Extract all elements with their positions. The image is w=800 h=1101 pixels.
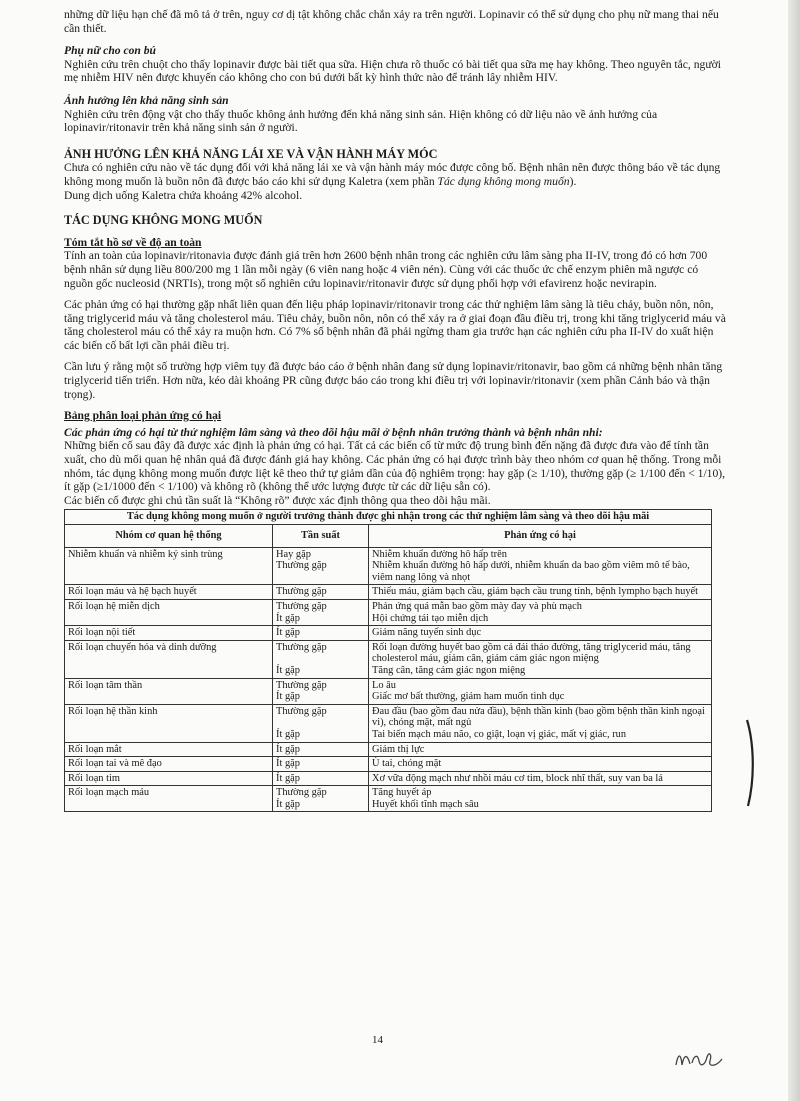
margin-bracket-mark bbox=[744, 718, 758, 808]
frequency-line: Ít gặp bbox=[276, 772, 300, 784]
frequency-line: Thường gặp bbox=[276, 705, 327, 717]
paragraph-safety-2: Các phản ứng có hại thường gặp nhất liên quan đến liệu pháp lopinavir/ritonavir trong các thử nghiệm lâm sàng là tiêu chảy, buồn nôn, nôn, tăng triglycerid máu và tăng cholesterol máu. Tiêu chảy, buồn nôn, nôn có thể xảy ra ở giai đoạn đầu điều trị, trong khi tăng triglycerid máu và tăng cholesterol máu có thể xảy ra muộn hơn. Có 7% số bệnh nhân đã phải ngừng tham gia trước hạn các nghiên cứu pha II-IV do xuất hiện các biến cố bất lợi cần phải điều trị. bbox=[64, 298, 726, 352]
reaction-line: Nhiễm khuẩn đường hô hấp dưới, nhiễm khuẩn da bao gồm viêm mô tế bào, viêm nang lông và nhọt bbox=[372, 560, 690, 583]
reaction-line: Hội chứng tái tạo miễn dịch bbox=[372, 612, 489, 624]
frequency-line: Thường gặp bbox=[276, 600, 327, 612]
organ-class-cell: Rối loạn mạch máu bbox=[65, 786, 273, 812]
heading-driving: ẢNH HƯỞNG LÊN KHẢ NĂNG LÁI XE VÀ VẬN HÀNH MÁY MÓC bbox=[64, 146, 438, 161]
organ-class-cell: Rối loạn hệ miễn dịch bbox=[65, 599, 273, 625]
frequency-line bbox=[276, 717, 365, 729]
frequency-cell bbox=[273, 585, 369, 600]
reaction-cell bbox=[369, 786, 712, 812]
frequency-line: Ít gặp bbox=[276, 743, 300, 755]
subheading-fertility: Ảnh hưởng lên khả năng sinh sản bbox=[64, 93, 229, 107]
table-title: Tác dụng không mong muốn ở người trưởng thành được ghi nhận trong các thử nghiệm lâm sàng và theo dõi hậu mãi bbox=[65, 510, 712, 525]
frequency-line bbox=[276, 653, 365, 665]
heading-safety-summary: Tóm tắt hồ sơ về độ an toàn bbox=[64, 235, 202, 249]
reaction-cell bbox=[369, 599, 712, 625]
paragraph-table-intro: Những biến cố sau đây đã được xác định là phản ứng có hại. Tất cả các biến cố từ mức độ trung bình đến nặng đã được đưa vào để tính tần xuất, cho dù mối quan hệ nhân quả đã được đánh giá hay không. Các phản ứng có hại được trình bày theo nhóm cơ quan hệ thống. Trong mỗi nhóm, tác dụng không mong muốn được liệt kê theo thứ tự giảm dần của độ nghiêm trọng: hay gặp (≥ 1/10), thường gặp (≥ 1/100 đến < 1/10), ít gặp (≥1/1000 đến < 1/100) và không rõ (không thể ước lượng được từ các dữ liệu sẵn có). bbox=[64, 439, 726, 494]
heading-table-list: Bảng phân loại phản ứng có hại bbox=[64, 409, 222, 423]
frequency-cell bbox=[273, 704, 369, 742]
table-row bbox=[65, 599, 712, 625]
table-row bbox=[65, 547, 712, 585]
table-row bbox=[65, 626, 712, 641]
adverse-reactions-table bbox=[64, 509, 712, 812]
reaction-line: Xơ vữa động mạch như nhồi máu cơ tim, block nhĩ thất, suy van ba lá bbox=[372, 772, 663, 784]
frequency-line: Thường gặp bbox=[276, 679, 327, 691]
table-row bbox=[65, 786, 712, 812]
frequency-line: Ít gặp bbox=[276, 664, 300, 676]
organ-class-cell: Rối loạn mắt bbox=[65, 742, 273, 757]
frequency-cell bbox=[273, 640, 369, 678]
reaction-line: Ù tai, chóng mặt bbox=[372, 758, 442, 770]
frequency-line: Ít gặp bbox=[276, 627, 300, 639]
table-row bbox=[65, 771, 712, 786]
organ-class-cell: Rối loạn máu và hệ bạch huyết bbox=[65, 585, 273, 600]
header-frequency: Tần suất bbox=[273, 525, 369, 548]
organ-class-cell: Rối loạn chuyển hóa và dinh dưỡng bbox=[65, 640, 273, 678]
frequency-cell bbox=[273, 599, 369, 625]
organ-class-cell: Rối loạn nội tiết bbox=[65, 626, 273, 641]
paragraph-pregnancy-continued: những dữ liệu hạn chế đã mô tả ở trên, nguy cơ dị tật không chắc chắn xảy ra trên người. Lopinavir có thể sử dụng cho phụ nữ mang thai nếu cần thiết. bbox=[64, 8, 719, 35]
paragraph-fertility: Nghiên cứu trên động vật cho thấy thuốc không ảnh hưởng đến khả năng sinh sản. Hiện không có dữ liệu nào về ảnh hưởng của lopinavir/ritonavir trên khả năng sinh sản ở người. bbox=[64, 107, 658, 135]
reaction-line: Thiếu máu, giảm bạch cầu, giảm bạch cầu trung tính, bệnh lympho bạch huyết bbox=[372, 586, 699, 598]
reaction-line: Nhiễm khuẩn đường hô hấp trên bbox=[372, 548, 507, 560]
paragraph-safety-3: Cần lưu ý rằng một số trường hợp viêm tụy đã được báo cáo ở bệnh nhân đang sử dụng lopinavir/ritonavir, bao gồm cả những bệnh nhân tăng triglycerid tiến triển. Hơn nữa, kéo dài khoảng PR cũng được báo cáo trong khi điều trị với lopinavir/ritonavir (xem phần Cảnh báo và thận trọng). bbox=[64, 360, 723, 401]
frequency-line: Ít gặp bbox=[276, 728, 300, 740]
reaction-cell bbox=[369, 547, 712, 585]
organ-class-cell: Nhiễm khuẩn và nhiễm ký sinh trùng bbox=[65, 547, 273, 585]
reaction-line: Phản ứng quá mẫn bao gồm mày đay và phù mạch bbox=[372, 600, 582, 612]
table-row bbox=[65, 640, 712, 678]
organ-class-cell: Rối loạn hệ thần kinh bbox=[65, 704, 273, 742]
reaction-cell bbox=[369, 640, 712, 678]
paragraph-driving bbox=[64, 161, 728, 188]
paragraph-table-note: Các biến cố được ghi chú tần suất là “Không rõ” được xác định thông qua theo dõi hậu mãi. bbox=[64, 493, 491, 507]
driving-text-a: Chưa có nghiên cứu nào về tác dụng đối với khả năng lái xe và vận hành máy móc được công bố. Bệnh nhân nên được thông báo về tác dụng không mong muốn là buồn nôn đã được báo cáo khi sử dụng Kaletra (xem phần bbox=[64, 161, 721, 188]
frequency-line: Thường gặp bbox=[276, 787, 327, 799]
subheading-breastfeeding: Phụ nữ cho con bú bbox=[64, 44, 156, 58]
paragraph-safety-1: Tính an toàn của lopinavir/ritonavia được đánh giá trên hơn 2600 bệnh nhân trong các nghiên cứu lâm sàng pha II-IV, trong đó có hơn 700 bệnh nhân sử dụng liều 800/200 mg 1 lần mỗi ngày (6 viên nang hoặc 4 viên nén). Cùng với các thuốc ức chế enzym phiên mã ngược có nguồn gốc nucleosid (NRTIs), trong một số nghiên cứu lopinavir/ritonavir được sử dụng phối hợp với efavirenz hoặc nevirapin. bbox=[64, 249, 708, 290]
reaction-cell bbox=[369, 678, 712, 704]
organ-class-cell: Rối loạn tai và mê đạo bbox=[65, 757, 273, 772]
reaction-line: Tai biến mạch máu não, co giật, loạn vị giác, mất vị giác, run bbox=[372, 728, 627, 740]
reaction-line: Giấc mơ bất thường, giảm ham muốn tình dục bbox=[372, 691, 565, 703]
reaction-cell bbox=[369, 771, 712, 786]
reaction-cell bbox=[369, 585, 712, 600]
frequency-line: Ít gặp bbox=[276, 612, 300, 624]
heading-adverse-effects: TÁC DỤNG KHÔNG MONG MUỐN bbox=[64, 213, 263, 228]
frequency-line: Thường gặp bbox=[276, 641, 327, 653]
reaction-cell bbox=[369, 742, 712, 757]
reaction-line: Giảm năng tuyến sinh dục bbox=[372, 627, 482, 639]
frequency-cell bbox=[273, 547, 369, 585]
reaction-line: Tăng huyết áp bbox=[372, 787, 432, 799]
paragraph-breastfeeding: Nghiên cứu trên chuột cho thấy lopinavir được bài tiết qua sữa. Hiện chưa rõ thuốc có bài tiết qua sữa mẹ hay không. Theo nguyên tắc, người mẹ nhiễm HIV nên được khuyến cáo không cho con bú dưới bất kỳ hình thức nào để tránh lây nhiễm HIV. bbox=[64, 57, 721, 85]
frequency-line: Ít gặp bbox=[276, 798, 300, 810]
frequency-cell bbox=[273, 786, 369, 812]
frequency-line: Thường gặp bbox=[276, 560, 327, 572]
reaction-line: Lo âu bbox=[372, 679, 396, 691]
organ-class-cell: Rối loạn tim bbox=[65, 771, 273, 786]
table-header-row bbox=[65, 525, 712, 548]
subheading-table-intro: Các phản ứng có hại từ thử nghiệm lâm sàng và theo dõi hậu mãi ở bệnh nhân trưởng thành và bệnh nhân nhi: bbox=[64, 425, 603, 439]
reaction-line: Tăng cân, tăng cảm giác ngon miệng bbox=[372, 664, 526, 676]
frequency-cell bbox=[273, 626, 369, 641]
header-reaction: Phản ứng có hại bbox=[369, 525, 712, 548]
reaction-line: Rối loạn đường huyết bao gồm cả đái tháo đường, tăng triglycerid máu, tăng cholesterol máu, giảm cân, giảm cảm giác ngon miệng bbox=[372, 641, 691, 665]
document-page bbox=[64, 8, 728, 812]
table-row bbox=[65, 757, 712, 772]
signature-mark bbox=[672, 1045, 732, 1073]
table-row bbox=[65, 585, 712, 600]
table-row bbox=[65, 742, 712, 757]
frequency-line: Ít gặp bbox=[276, 758, 300, 770]
frequency-cell bbox=[273, 771, 369, 786]
table-title-row bbox=[65, 510, 712, 525]
frequency-line: Ít gặp bbox=[276, 691, 300, 703]
reaction-line: Huyết khối tĩnh mạch sâu bbox=[372, 798, 479, 810]
page-number: 14 bbox=[372, 1034, 383, 1046]
reaction-cell bbox=[369, 626, 712, 641]
organ-class-cell: Rối loạn tâm thần bbox=[65, 678, 273, 704]
reaction-line: Giảm thị lực bbox=[372, 743, 425, 755]
scan-page-edge bbox=[788, 0, 800, 1101]
frequency-cell bbox=[273, 757, 369, 772]
header-organ-class: Nhóm cơ quan hệ thống bbox=[65, 525, 273, 548]
reaction-cell bbox=[369, 704, 712, 742]
driving-cross-reference: Tác dụng không mong muốn bbox=[437, 174, 570, 188]
table-row bbox=[65, 704, 712, 742]
reaction-line: Đau đầu (bao gồm đau nửa đầu), bệnh thần kinh (bao gồm bệnh thần kinh ngoại vi), chóng mặt, mất ngủ bbox=[372, 705, 705, 729]
driving-text-b: ). bbox=[569, 174, 577, 188]
paragraph-alcohol: Dung dịch uống Kaletra chứa khoảng 42% alcohol. bbox=[64, 188, 303, 202]
reaction-cell bbox=[369, 757, 712, 772]
table-row bbox=[65, 678, 712, 704]
frequency-line: Hay gặp bbox=[276, 548, 311, 560]
frequency-cell bbox=[273, 742, 369, 757]
frequency-line: Thường gặp bbox=[276, 586, 327, 598]
frequency-cell bbox=[273, 678, 369, 704]
